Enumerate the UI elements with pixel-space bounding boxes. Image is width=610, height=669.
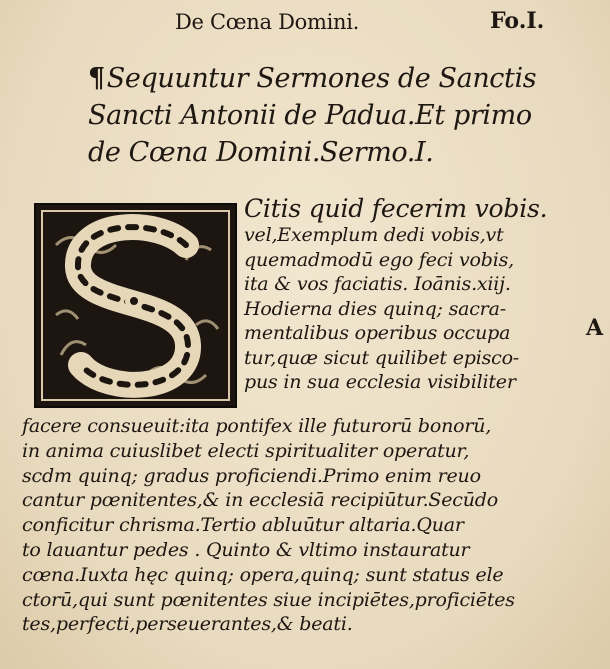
- text-line: scdm quinq; gradus proficiendi.Primo enim reuo: [22, 464, 481, 487]
- running-head: [0, 4, 610, 40]
- margin-letter: A: [586, 315, 604, 341]
- floral-initial-icon: [36, 205, 235, 406]
- text-line: facere consueuit:ita pontifex ille futurorū bonorū,: [22, 415, 492, 437]
- text-beside-initial: [244, 195, 574, 395]
- running-head-title: De Cœna Domini.: [175, 10, 360, 34]
- pilcrow-icon: ¶: [88, 63, 105, 94]
- text-line: in anima cuiuslibet electi spiritualiter operatur,: [22, 439, 470, 462]
- text-line: Hodierna dies quinq; sacra-: [244, 297, 506, 320]
- text-line: pus in sua ecclesia visibiliter: [244, 371, 516, 393]
- heading-line: ¶Sequuntur Sermones de Sanctis: [88, 63, 537, 94]
- text-line: Citis quid fecerim vobis.: [244, 194, 548, 223]
- text-line: mentalibus operibus occupa: [244, 322, 511, 344]
- text-line: cantur pœnitentes,& in ecclesiā recipiūtur.Secūdo: [22, 489, 498, 512]
- text-line: vel,Exemplum dedi vobis,vt: [244, 224, 504, 246]
- text-line: tes,perfecti,perseuerantes,& beati.: [22, 613, 353, 636]
- text-line: ita & vos faciatis. Ioānis.xiij.: [244, 273, 511, 295]
- heading-line: Sancti Antonii de Padua.Et primo: [88, 100, 532, 131]
- text-line: tur,quæ sicut quilibet episco-: [244, 346, 520, 369]
- text-line: quemadmodū ego feci vobis,: [244, 248, 514, 271]
- text-line: cœna.Iuxta hęc quinq; opera,quinq; sunt status ele: [22, 563, 504, 586]
- text-line: conficitur chrisma.Tertio abluūtur altaria.Quar: [22, 514, 464, 537]
- decorated-initial-s: [34, 203, 237, 408]
- heading-line: de Cœna Domini.Sermo.I.: [88, 137, 434, 168]
- text-line: ctorū,qui sunt pœnitentes siue incipiētes,proficiētes: [22, 588, 515, 611]
- body-text: [22, 414, 582, 637]
- folio-number: Fo.I.: [490, 8, 545, 34]
- sermon-heading: [88, 60, 548, 171]
- text-line: to lauantur pedes . Quinto & vltimo instauratur: [22, 538, 470, 561]
